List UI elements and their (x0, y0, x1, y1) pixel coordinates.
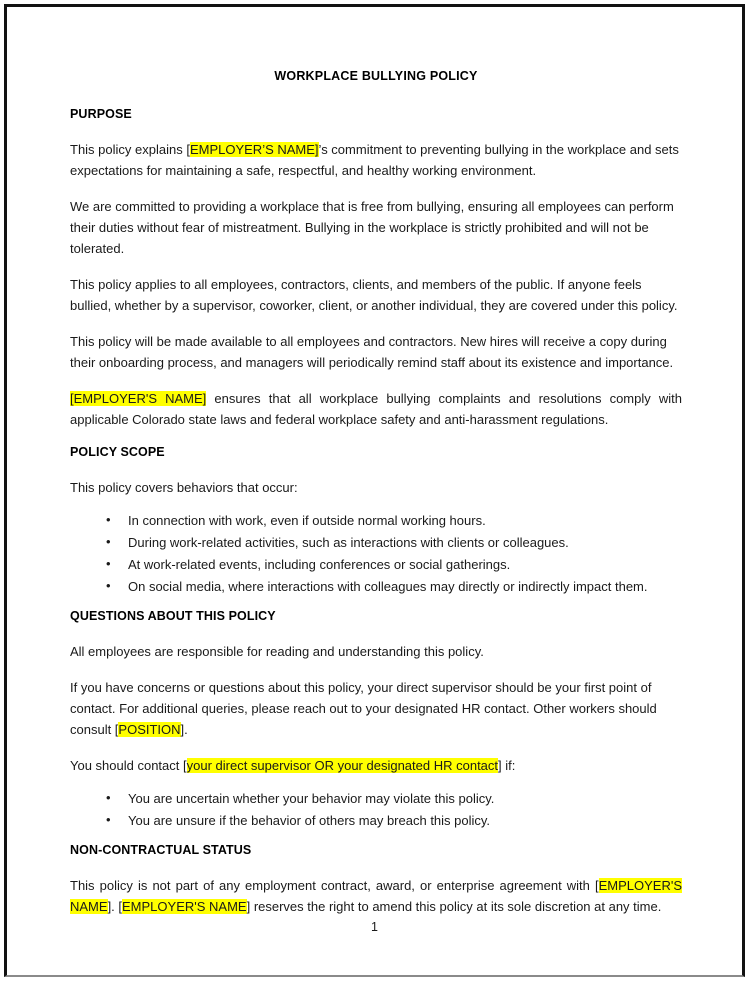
placeholder-employer-name-3: EMPLOYER'S NAME (70, 877, 682, 914)
questions-paragraph-1: All employees are responsible for reading and understanding this policy. (70, 643, 484, 659)
placeholder-contact-person: your direct supervisor OR your designated HR contact (186, 757, 499, 773)
questions-paragraph-2 (70, 677, 682, 740)
list-item: • In connection with work, even if outside normal working hours. (70, 510, 682, 531)
purpose-p1-text-after: ’s commitment to preventing bullying in the workplace and sets expectations for maintaining a safe, respectful, and healthy working environment. (70, 141, 679, 178)
questions-p3-text-after: ] if: (498, 757, 516, 773)
section-heading-questions: QUESTIONS ABOUT THIS POLICY (70, 609, 276, 623)
non-contractual-text-after: ] reserves the right to amend this policy at its sole discretion at any time. (246, 898, 662, 914)
document-body (70, 69, 682, 932)
list-item: • You are unsure if the behavior of others may breach this policy. (70, 810, 682, 831)
placeholder-employer-name-4: EMPLOYER'S NAME (122, 898, 247, 914)
purpose-paragraph-1 (70, 139, 682, 181)
document-page-frame (4, 4, 745, 977)
placeholder-employer-name-2: [EMPLOYER'S NAME] (70, 391, 207, 407)
non-contractual-text-before: This policy is not part of any employment contract, award, or enterprise agreement with [ (70, 877, 599, 893)
questions-p2-text-after: ]. (180, 721, 188, 737)
list-item: • At work-related events, including conferences or social gatherings. (70, 554, 682, 575)
placeholder-employer-name-1: EMPLOYER’S NAME] (189, 141, 319, 157)
placeholder-position: POSITION (118, 721, 181, 737)
policy-scope-bullet-list (70, 510, 682, 597)
page-number: 1 (371, 920, 378, 934)
document-title: WORKPLACE BULLYING POLICY (274, 69, 478, 83)
questions-p2-text-before: If you have concerns or questions about this policy, your direct supervisor should be your first point of contact. For additional queries, please reach out to your designated HR contact. Other workers should consult [ (70, 679, 657, 737)
questions-paragraph-3 (70, 755, 682, 776)
purpose-p5-text-after: ensures that all workplace bullying complaints and resolutions comply with applicable Colorado state laws and federal workplace safety and anti-harassment regulations. (70, 391, 682, 428)
list-item: • During work-related activities, such as interactions with clients or colleagues. (70, 532, 682, 553)
list-item: • On social media, where interactions with colleagues may directly or indirectly impact them. (70, 576, 682, 597)
policy-scope-intro: This policy covers behaviors that occur: (70, 479, 298, 495)
purpose-paragraph-4: This policy will be made available to all employees and contractors. New hires will receive a copy during their onboarding process, and managers will periodically remind staff about its existence and importance. (70, 333, 674, 370)
questions-bullet-list (70, 788, 682, 831)
questions-p3-text-before: You should contact [ (70, 757, 187, 773)
non-contractual-paragraph-1 (70, 875, 682, 917)
purpose-paragraph-3: This policy applies to all employees, contractors, clients, and members of the public. If anyone feels bullied, whether by a supervisor, coworker, client, or another individual, they are covered under this policy. (70, 276, 678, 313)
purpose-paragraph-2: We are committed to providing a workplace that is free from bullying, ensuring all employees can perform their duties without fear of mistreatment. Bullying in the workplace is strictly prohibited and will not be tolerated. (70, 198, 674, 256)
document-page (7, 7, 742, 975)
section-heading-non-contractual-status: NON-CONTRACTUAL STATUS (70, 842, 252, 857)
non-contractual-text-mid: ]. [ (107, 898, 123, 914)
section-heading-purpose: PURPOSE (70, 107, 132, 121)
purpose-paragraph-5 (70, 388, 682, 430)
section-heading-policy-scope: POLICY SCOPE (70, 445, 165, 460)
purpose-p1-text-before: This policy explains [ (70, 141, 190, 157)
list-item: • You are uncertain whether your behavior may violate this policy. (70, 788, 682, 809)
